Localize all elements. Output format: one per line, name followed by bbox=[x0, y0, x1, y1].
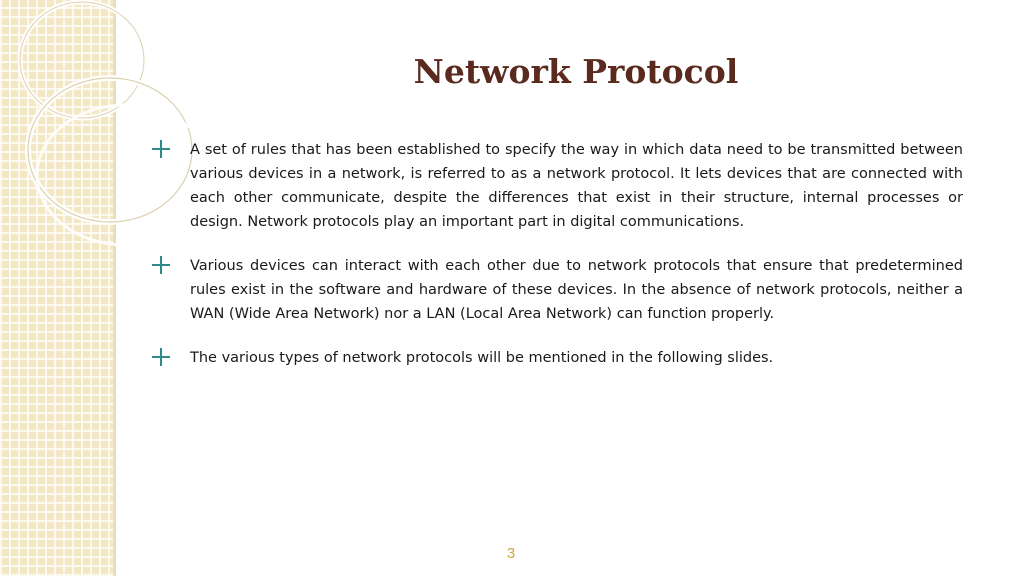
bullet-text: A set of rules that has been established to specify the way in which data need to be transmitted between various devices in a network, is referred to as a network protocol. It lets devices that are connected with each other communicate, despite the differences that exist in their structure, internal processes or design. Network protocols play an important part in digital communications. bbox=[190, 142, 963, 230]
page-number: 3 bbox=[506, 545, 516, 562]
slide-title: Network Protocol bbox=[413, 52, 739, 91]
plus-icon bbox=[152, 256, 170, 274]
bullet-list bbox=[150, 138, 963, 390]
bullet-item bbox=[150, 254, 963, 326]
plus-icon bbox=[152, 348, 170, 366]
bullet-item bbox=[150, 346, 963, 370]
plus-icon bbox=[152, 140, 170, 158]
bullet-item bbox=[150, 138, 963, 234]
bullet-text: Various devices can interact with each other due to network protocols that ensure that predetermined rules exist in the software and hardware of these devices. In the absence of network protocols, neither a WAN (Wide Area Network) nor a LAN (Local Area Network) can function properly. bbox=[190, 258, 963, 322]
bullet-text: The various types of network protocols will be mentioned in the following slides. bbox=[190, 350, 774, 366]
